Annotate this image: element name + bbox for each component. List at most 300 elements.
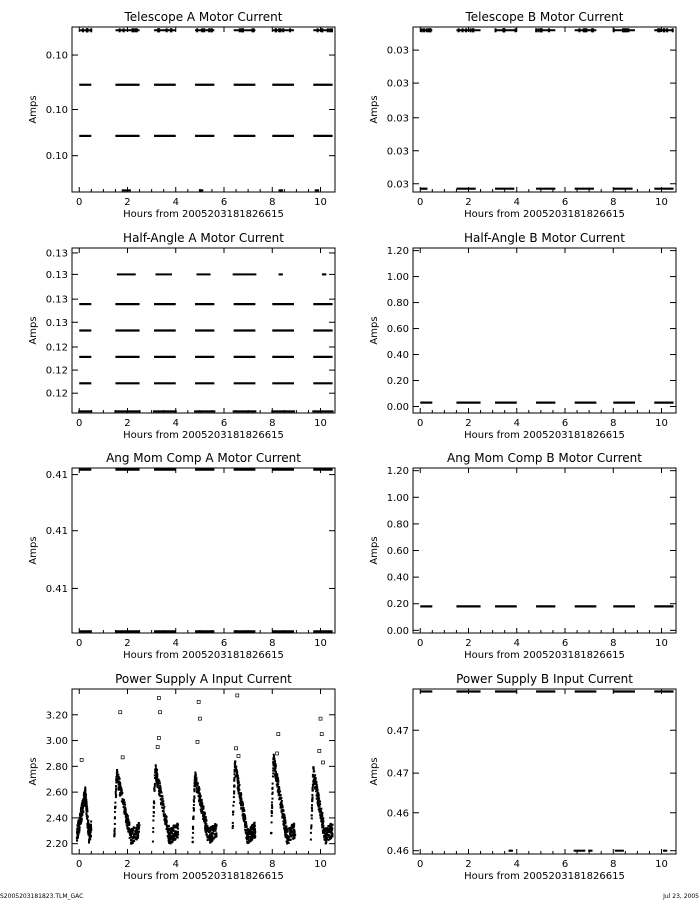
y-tick-label: 0.46 — [386, 808, 409, 820]
data-point — [327, 28, 329, 32]
data-point — [132, 28, 134, 32]
data-point — [79, 818, 81, 820]
data-point — [274, 775, 276, 777]
data-point — [323, 831, 325, 833]
data-point — [201, 812, 203, 814]
y-tick-label: 0.13 — [45, 269, 68, 281]
x-tick-label: 10 — [655, 197, 668, 208]
data-points — [78, 273, 333, 412]
data-point — [311, 807, 313, 809]
data-point — [204, 813, 206, 815]
data-point — [171, 832, 173, 834]
data-point — [171, 836, 173, 838]
data-point — [201, 410, 203, 412]
data-point — [428, 28, 430, 32]
x-axis-label: Hours from 2005203181826615 — [123, 871, 284, 882]
data-point — [125, 815, 127, 817]
y-tick-label: 0.41 — [45, 470, 68, 482]
y-axis-label: Amps — [369, 757, 380, 786]
data-point — [207, 273, 209, 275]
data-point — [279, 794, 281, 796]
data-point — [114, 816, 116, 818]
data-point — [116, 410, 118, 412]
data-point — [271, 807, 273, 809]
data-point — [78, 831, 80, 833]
data-point — [322, 821, 324, 823]
data-point — [154, 783, 156, 785]
data-point — [247, 831, 249, 833]
data-point — [192, 841, 194, 843]
chart-title: Half-Angle B Motor Current — [464, 231, 625, 245]
data-point — [155, 778, 157, 780]
y-tick-label: 0.03 — [386, 146, 409, 158]
data-point — [86, 810, 88, 812]
data-point — [156, 776, 158, 778]
data-point — [114, 811, 116, 813]
data-point — [89, 830, 91, 832]
x-tick-label: 8 — [610, 418, 617, 429]
data-point — [616, 850, 618, 852]
data-point — [121, 791, 123, 793]
data-point — [164, 821, 166, 823]
data-point — [133, 410, 135, 412]
data-point — [317, 800, 319, 802]
data-point — [293, 829, 295, 831]
data-point — [247, 841, 249, 843]
data-point — [209, 827, 211, 829]
data-point — [238, 792, 240, 794]
data-point — [209, 273, 211, 275]
data-point — [321, 825, 323, 827]
data-point — [115, 788, 117, 790]
data-point — [203, 817, 205, 819]
data-point — [212, 833, 214, 835]
data-point — [244, 826, 246, 828]
data-point — [81, 818, 83, 820]
data-point — [325, 842, 327, 844]
data-point — [122, 189, 124, 191]
x-tick-label: 6 — [220, 197, 228, 208]
data-point — [275, 764, 277, 766]
data-point — [331, 832, 333, 834]
data-point — [199, 796, 201, 798]
y-tick-label: 0.03 — [386, 45, 409, 57]
chart-title: Ang Mom Comp B Motor Current — [447, 451, 642, 465]
data-point — [205, 273, 207, 275]
data-point — [254, 836, 256, 838]
data-point — [152, 819, 154, 821]
x-tick-label: 6 — [220, 638, 228, 649]
data-point — [86, 818, 88, 820]
data-point — [200, 273, 202, 275]
data-point — [158, 794, 160, 796]
outlier-point — [320, 733, 323, 736]
data-point — [242, 809, 244, 811]
data-point — [592, 28, 594, 32]
data-point — [254, 831, 256, 833]
data-point — [113, 830, 115, 832]
data-point — [163, 273, 165, 275]
x-tick-label: 4 — [172, 418, 179, 429]
data-point — [210, 410, 212, 412]
data-point — [135, 836, 137, 838]
data-point — [85, 812, 87, 814]
outlier-point — [235, 747, 238, 750]
data-point — [253, 823, 255, 825]
data-point — [292, 837, 294, 839]
data-point — [80, 410, 82, 412]
data-point — [237, 776, 239, 778]
outlier-point — [121, 756, 124, 759]
data-point — [249, 829, 251, 831]
y-tick-label: 0.13 — [45, 248, 68, 260]
data-point — [286, 835, 288, 837]
data-point — [548, 28, 550, 32]
data-point — [232, 822, 234, 824]
data-point — [239, 28, 241, 32]
data-point — [311, 814, 313, 816]
data-point — [329, 28, 331, 32]
chart-panel-2 — [369, 10, 676, 220]
data-point — [495, 28, 497, 32]
outlier-point — [80, 758, 83, 761]
data-point — [127, 830, 129, 832]
data-point — [125, 410, 127, 412]
data-point — [130, 840, 132, 842]
data-point — [132, 410, 134, 412]
x-tick-label: 4 — [513, 638, 520, 649]
data-point — [252, 28, 254, 32]
data-point — [197, 791, 199, 793]
data-point — [192, 817, 194, 819]
data-point — [234, 771, 236, 773]
data-point — [310, 832, 312, 834]
data-point — [90, 28, 92, 32]
data-point — [282, 823, 284, 825]
outlier-point — [236, 694, 239, 697]
data-point — [627, 28, 629, 32]
data-point — [161, 807, 163, 809]
data-point — [327, 831, 329, 833]
x-axis-label: Hours from 2005203181826615 — [123, 430, 284, 441]
data-point — [118, 782, 120, 784]
data-point — [123, 804, 125, 806]
data-point — [193, 804, 195, 806]
data-point — [114, 828, 116, 830]
y-tick-label: 0.41 — [45, 583, 68, 595]
data-point — [85, 410, 87, 412]
data-point — [319, 410, 321, 412]
data-point — [293, 832, 295, 834]
data-point — [90, 835, 92, 837]
data-point — [82, 800, 84, 802]
data-point — [244, 823, 246, 825]
data-points — [79, 470, 332, 632]
data-point — [138, 828, 140, 830]
data-point — [78, 820, 80, 822]
data-point — [83, 792, 85, 794]
data-point — [173, 830, 175, 832]
data-point — [311, 794, 313, 796]
data-points — [79, 28, 333, 191]
data-point — [332, 410, 334, 412]
x-tick-label: 2 — [465, 638, 472, 649]
data-point — [89, 827, 91, 829]
outlier-point — [277, 733, 280, 736]
data-point — [158, 28, 160, 32]
data-point — [284, 829, 286, 831]
data-point — [285, 826, 287, 828]
data-point — [243, 817, 245, 819]
data-point — [210, 28, 212, 32]
data-point — [234, 773, 236, 775]
data-point — [239, 794, 241, 796]
data-point — [157, 784, 159, 786]
data-point — [271, 810, 273, 812]
data-point — [321, 812, 323, 814]
data-point — [320, 817, 322, 819]
data-point — [86, 803, 88, 805]
data-point — [163, 803, 165, 805]
data-point — [176, 823, 178, 825]
outlier-point — [319, 717, 322, 720]
y-axis-label: Amps — [369, 95, 380, 124]
data-point — [166, 821, 168, 823]
y-tick-label: 1.00 — [386, 272, 409, 284]
data-point — [83, 794, 85, 796]
data-point — [170, 830, 172, 832]
data-point — [159, 782, 161, 784]
data-point — [115, 781, 117, 783]
y-axis-label: Amps — [28, 95, 39, 124]
x-tick-label: 2 — [124, 197, 131, 208]
data-point — [277, 781, 279, 783]
data-point — [238, 790, 240, 792]
x-tick-label: 0 — [417, 418, 424, 429]
data-point — [89, 825, 91, 827]
data-point — [271, 793, 273, 795]
data-point — [208, 28, 210, 32]
data-point — [311, 800, 313, 802]
data-point — [293, 410, 295, 412]
data-point — [234, 763, 236, 765]
data-point — [273, 755, 275, 757]
data-point — [278, 788, 280, 790]
y-tick-label: 0.41 — [45, 526, 68, 538]
data-point — [275, 779, 277, 781]
data-point — [201, 189, 203, 191]
x-tick-label: 2 — [124, 638, 131, 649]
data-point — [116, 769, 118, 771]
data-point — [132, 832, 134, 834]
x-tick-label: 6 — [561, 638, 569, 649]
data-point — [245, 832, 247, 834]
data-point — [287, 841, 289, 843]
data-point — [315, 782, 317, 784]
data-point — [193, 797, 195, 799]
x-tick-label: 10 — [655, 859, 668, 870]
data-point — [192, 832, 194, 834]
data-point — [284, 819, 286, 821]
data-point — [128, 821, 130, 823]
data-point — [279, 28, 281, 32]
data-point — [162, 801, 164, 803]
outlier-point — [196, 740, 199, 743]
data-point — [657, 28, 659, 32]
data-point — [177, 834, 179, 836]
data-point — [134, 28, 136, 32]
y-tick-label: 0.12 — [45, 388, 68, 400]
data-point — [318, 410, 320, 412]
plot-frame — [72, 689, 335, 854]
data-point — [123, 28, 125, 32]
x-tick-label: 6 — [561, 859, 569, 870]
data-point — [137, 410, 139, 412]
data-point — [313, 770, 315, 772]
data-point — [322, 817, 324, 819]
data-point — [205, 830, 207, 832]
plot-frame — [72, 27, 335, 192]
y-tick-label: 0.03 — [386, 78, 409, 90]
data-point — [210, 834, 212, 836]
y-tick-label: 0.10 — [45, 151, 68, 163]
data-point — [86, 28, 88, 32]
data-point — [203, 28, 205, 32]
data-point — [212, 410, 214, 412]
chart-title: Half-Angle A Motor Current — [123, 231, 284, 245]
data-point — [125, 817, 127, 819]
data-point — [194, 777, 196, 779]
x-tick-label: 10 — [314, 197, 327, 208]
y-tick-label: 0.03 — [386, 113, 409, 125]
data-point — [272, 775, 274, 777]
data-point — [153, 789, 155, 791]
y-tick-label: 0.40 — [386, 350, 409, 362]
data-point — [271, 821, 273, 823]
data-point — [89, 410, 91, 412]
x-tick-label: 4 — [513, 418, 520, 429]
data-point — [232, 827, 234, 829]
data-point — [123, 806, 125, 808]
data-point — [312, 789, 314, 791]
data-point — [275, 28, 277, 32]
data-point — [82, 805, 84, 807]
outlier-point — [159, 711, 162, 714]
data-point — [272, 783, 274, 785]
data-point — [285, 822, 287, 824]
data-point — [462, 28, 464, 32]
data-point — [115, 791, 117, 793]
data-point — [233, 793, 235, 795]
data-point — [114, 807, 116, 809]
y-tick-label: 1.00 — [386, 492, 409, 504]
data-point — [232, 813, 234, 815]
data-point — [194, 774, 196, 776]
data-point — [78, 410, 80, 412]
data-point — [124, 812, 126, 814]
data-point — [540, 28, 542, 32]
data-point — [659, 28, 661, 32]
data-point — [311, 817, 313, 819]
x-tick-label: 6 — [220, 418, 228, 429]
y-tick-label: 0.47 — [386, 725, 409, 737]
data-point — [120, 410, 122, 412]
data-point — [175, 410, 177, 412]
outlier-point — [321, 761, 324, 764]
data-point — [84, 788, 86, 790]
x-axis-label: Hours from 2005203181826615 — [464, 430, 625, 441]
data-point — [293, 824, 295, 826]
x-tick-label: 8 — [269, 418, 276, 429]
y-tick-label: 0.46 — [386, 846, 409, 858]
data-point — [281, 802, 283, 804]
data-point — [170, 28, 172, 32]
data-point — [271, 801, 273, 803]
data-point — [615, 850, 617, 852]
data-point — [201, 28, 203, 32]
data-point — [116, 780, 118, 782]
data-point — [167, 835, 169, 837]
data-point — [233, 801, 235, 803]
data-point — [271, 788, 273, 790]
data-point — [538, 28, 540, 32]
data-point — [153, 811, 155, 813]
data-point — [86, 805, 88, 807]
data-point — [289, 28, 291, 32]
data-point — [241, 801, 243, 803]
data-point — [311, 798, 313, 800]
data-point — [321, 410, 323, 412]
x-tick-label: 4 — [513, 197, 520, 208]
outlier-point — [237, 755, 240, 758]
data-point — [324, 273, 326, 275]
data-point — [155, 764, 157, 766]
y-tick-label: 0.00 — [386, 625, 409, 637]
x-tick-label: 6 — [220, 859, 228, 870]
data-point — [118, 776, 120, 778]
data-point — [138, 822, 140, 824]
x-tick-label: 0 — [417, 638, 424, 649]
data-point — [81, 813, 83, 815]
x-tick-label: 6 — [561, 197, 569, 208]
data-point — [171, 841, 173, 843]
data-point — [274, 769, 276, 771]
data-point — [166, 827, 168, 829]
data-point — [291, 826, 293, 828]
data-point — [176, 836, 178, 838]
data-point — [239, 784, 241, 786]
data-point — [203, 273, 205, 275]
data-point — [168, 273, 170, 275]
outlier-point — [157, 736, 160, 739]
data-point — [198, 799, 200, 801]
x-tick-label: 8 — [610, 859, 617, 870]
data-point — [198, 273, 200, 275]
data-point — [199, 410, 201, 412]
data-point — [252, 824, 254, 826]
chart-title: Ang Mom Comp A Motor Current — [106, 451, 301, 465]
data-point — [82, 410, 84, 412]
data-point — [613, 28, 615, 32]
data-point — [157, 273, 159, 275]
outlier-point — [119, 711, 122, 714]
data-point — [117, 774, 119, 776]
data-point — [578, 28, 580, 32]
data-point — [310, 839, 312, 841]
y-tick-label: 0.13 — [45, 294, 68, 306]
data-point — [125, 819, 127, 821]
data-point — [83, 410, 85, 412]
